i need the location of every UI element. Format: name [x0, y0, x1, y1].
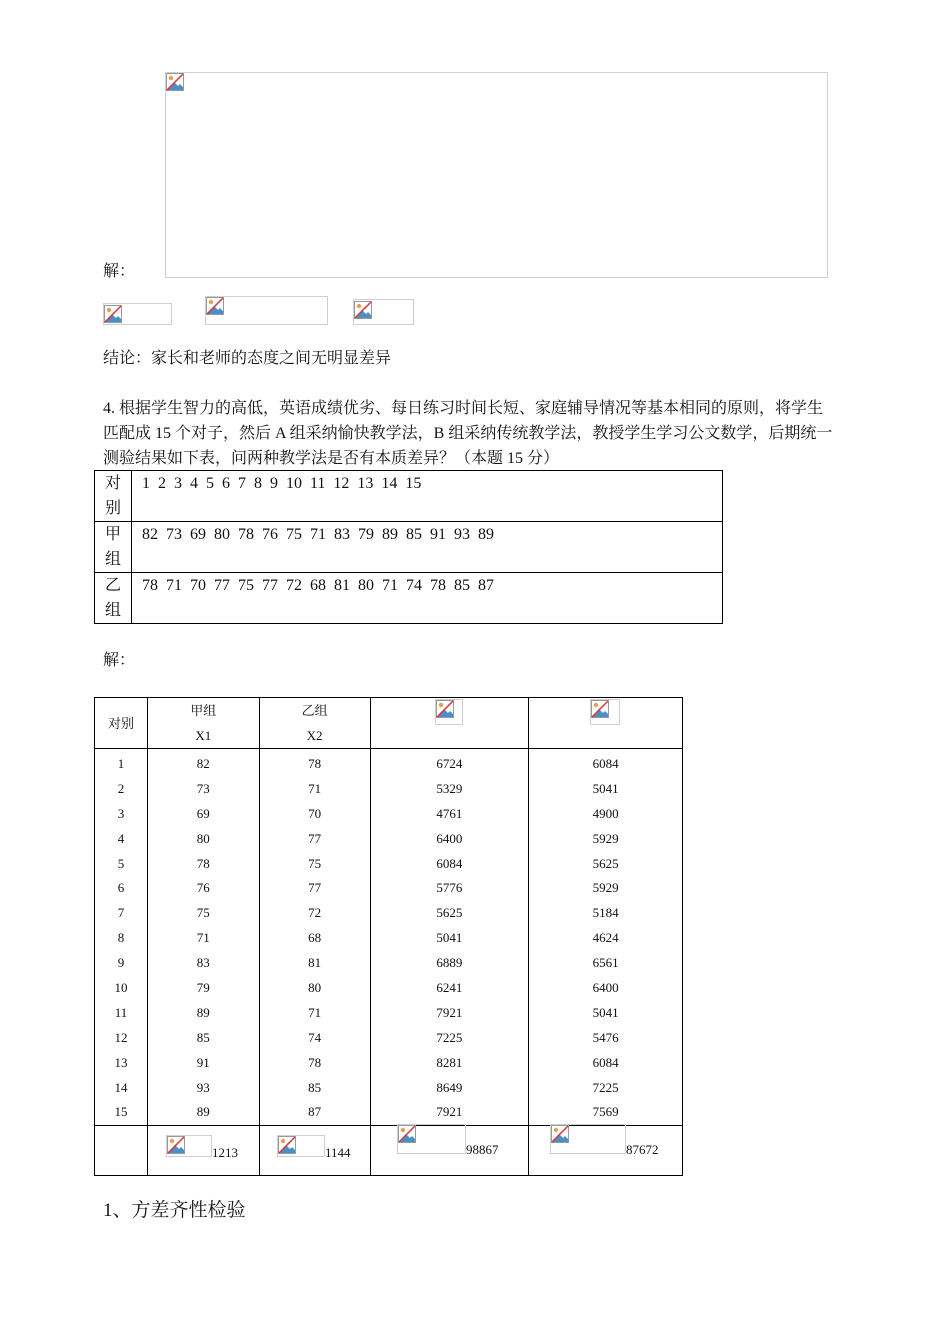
- table-cell: 80: [196, 830, 210, 846]
- table-row: [95, 573, 723, 624]
- broken-image-icon: [104, 305, 122, 323]
- table-cell: 85: [196, 1029, 210, 1045]
- table-cell: 6084: [436, 855, 463, 871]
- conclusion-text: 结论：家长和老师的态度之间无明显差异: [103, 350, 392, 367]
- row-values: 1 2 3 4 5 6 7 8 9 10 11 12 13 14 15: [132, 471, 723, 522]
- table-cell: 81: [308, 955, 322, 971]
- table-cell: 6084: [592, 1054, 619, 1070]
- table-cell: 7225: [436, 1029, 463, 1045]
- header-x2: 乙组 X2: [259, 698, 370, 749]
- table-cell: 5625: [436, 905, 463, 921]
- table-cell: 78: [196, 855, 210, 871]
- table-cell: 7921: [436, 1104, 463, 1120]
- table-cell: 70: [308, 805, 322, 821]
- broken-image-icon: [354, 301, 372, 319]
- table-cell: 93: [196, 1079, 210, 1095]
- row-label: 甲 组: [95, 522, 132, 573]
- broken-image-icon: [278, 1136, 296, 1154]
- table-cell: 72: [308, 905, 322, 921]
- table-cell: 1: [117, 756, 125, 771]
- table-row: [95, 471, 723, 522]
- header-x1: 甲组 X1: [147, 698, 259, 749]
- table-cell: 8281: [436, 1054, 463, 1070]
- table-cell: 5041: [436, 930, 463, 946]
- sum-x1sq-value: 98867: [466, 1142, 499, 1157]
- table-cell: 5776: [436, 880, 463, 896]
- broken-image-icon: [398, 1125, 416, 1143]
- column-x1: [147, 749, 259, 1126]
- broken-image-icon: [591, 700, 609, 718]
- column-pair: [95, 749, 148, 1126]
- table-cell: 78: [308, 1054, 322, 1070]
- computation-table: [94, 697, 683, 1176]
- image-frame-large: [165, 72, 828, 278]
- table-cell: 6724: [436, 756, 463, 771]
- table-cell: 11: [114, 1004, 128, 1020]
- table-cell: 6084: [592, 756, 619, 771]
- table-cell: 15: [114, 1104, 128, 1120]
- table-cell: 7569: [592, 1104, 619, 1120]
- section-heading: 1、方差齐性检验: [103, 1200, 246, 1221]
- table-cell: 77: [308, 880, 322, 896]
- table-cell: 5929: [592, 880, 619, 896]
- table-row: [95, 522, 723, 573]
- table-cell: 71: [308, 780, 322, 796]
- table-cell: 75: [196, 905, 210, 921]
- broken-image-icon: [436, 700, 454, 718]
- broken-image-icon: [206, 297, 224, 315]
- table-cell: 89: [196, 1004, 210, 1020]
- table-cell: 76: [196, 880, 210, 896]
- solution-label: 解：: [103, 652, 136, 669]
- table-cell: 85: [308, 1079, 322, 1095]
- table-cell: 6241: [436, 980, 463, 996]
- table-cell: 7225: [592, 1079, 619, 1095]
- row-values: 82 73 69 80 78 76 75 71 83 79 89 85 91 93 89: [132, 522, 723, 573]
- table-cell: 10: [114, 980, 128, 996]
- row-label: 乙 组: [95, 573, 132, 624]
- table-cell: 6400: [436, 830, 463, 846]
- question-line-2: 匹配成 15 个对子，然后 A 组采纳愉快教学法，B 组采纳传统教学法，教授学生学习公文数学，后期统一: [103, 425, 833, 442]
- solution-label-top: 解：: [103, 263, 136, 280]
- table-cell: 4900: [592, 805, 619, 821]
- table-cell: 8: [117, 930, 125, 946]
- table-cell: 87: [308, 1104, 322, 1120]
- table-cell: 14: [114, 1079, 128, 1095]
- table-cell: 12: [114, 1029, 128, 1045]
- table-cell: 3: [117, 805, 125, 821]
- sum-x1-value: 1213: [212, 1145, 238, 1160]
- column-x2-squared: [529, 749, 683, 1126]
- table-cell: 79: [196, 980, 210, 996]
- table-cell: 6: [117, 880, 125, 896]
- table-cell: 74: [308, 1029, 322, 1045]
- table-cell: 5329: [436, 780, 463, 796]
- question-line-3: 测验结果如下表，问两种教学法是否有本质差异？（本题 15 分）: [103, 450, 560, 467]
- header-pair: 对别: [95, 698, 148, 749]
- table-cell: 4: [117, 830, 125, 846]
- table-cell: 4761: [436, 805, 463, 821]
- table-cell: 9: [117, 955, 125, 971]
- table-cell: 8649: [436, 1079, 463, 1095]
- table-cell: 5625: [592, 855, 619, 871]
- table-cell: 5184: [592, 905, 619, 921]
- table-cell: 5: [117, 855, 125, 871]
- data-table: [94, 470, 723, 624]
- table-cell: 6889: [436, 955, 463, 971]
- table-cell: 69: [196, 805, 210, 821]
- broken-image-icon: [167, 1136, 185, 1154]
- table-cell: 6400: [592, 980, 619, 996]
- sum-x2-value: 1144: [325, 1145, 351, 1160]
- table-cell: 5476: [592, 1029, 619, 1045]
- broken-image-icon: [551, 1125, 569, 1143]
- table-cell: 83: [196, 955, 210, 971]
- broken-image-icon: [166, 73, 184, 91]
- sum-x2sq-value: 87672: [626, 1142, 659, 1157]
- table-cell: 6561: [592, 955, 619, 971]
- table-cell: 7: [117, 905, 125, 921]
- table-cell: 7921: [436, 1004, 463, 1020]
- table-cell: 13: [114, 1054, 128, 1070]
- table-cell: 82: [196, 756, 210, 771]
- sum-label-cell: [95, 1126, 148, 1176]
- table-cell: 75: [308, 855, 322, 871]
- row-values: 78 71 70 77 75 77 72 68 81 80 71 74 78 85 87: [132, 573, 723, 624]
- question-line-1: 4. 根据学生智力的高低，英语成绩优劣、每日练习时间长短、家庭辅导情况等基本相同的原则，将学生: [103, 400, 824, 417]
- table-cell: 5041: [592, 780, 619, 796]
- table-cell: 68: [308, 930, 322, 946]
- column-x2: [259, 749, 370, 1126]
- table-cell: 73: [196, 780, 210, 796]
- table-body-row: [95, 749, 683, 1126]
- table-cell: 71: [196, 930, 210, 946]
- table-cell: 78: [308, 756, 322, 771]
- table-cell: 91: [196, 1054, 210, 1070]
- table-cell: 77: [308, 830, 322, 846]
- row-label: 对 别: [95, 471, 132, 522]
- table-cell: 5041: [592, 1004, 619, 1020]
- table-cell: 80: [308, 980, 322, 996]
- table-cell: 71: [308, 1004, 322, 1020]
- table-cell: 89: [196, 1104, 210, 1120]
- column-x1-squared: [370, 749, 529, 1126]
- table-cell: 2: [117, 780, 125, 796]
- table-cell: 4624: [592, 930, 619, 946]
- table-cell: 5929: [592, 830, 619, 846]
